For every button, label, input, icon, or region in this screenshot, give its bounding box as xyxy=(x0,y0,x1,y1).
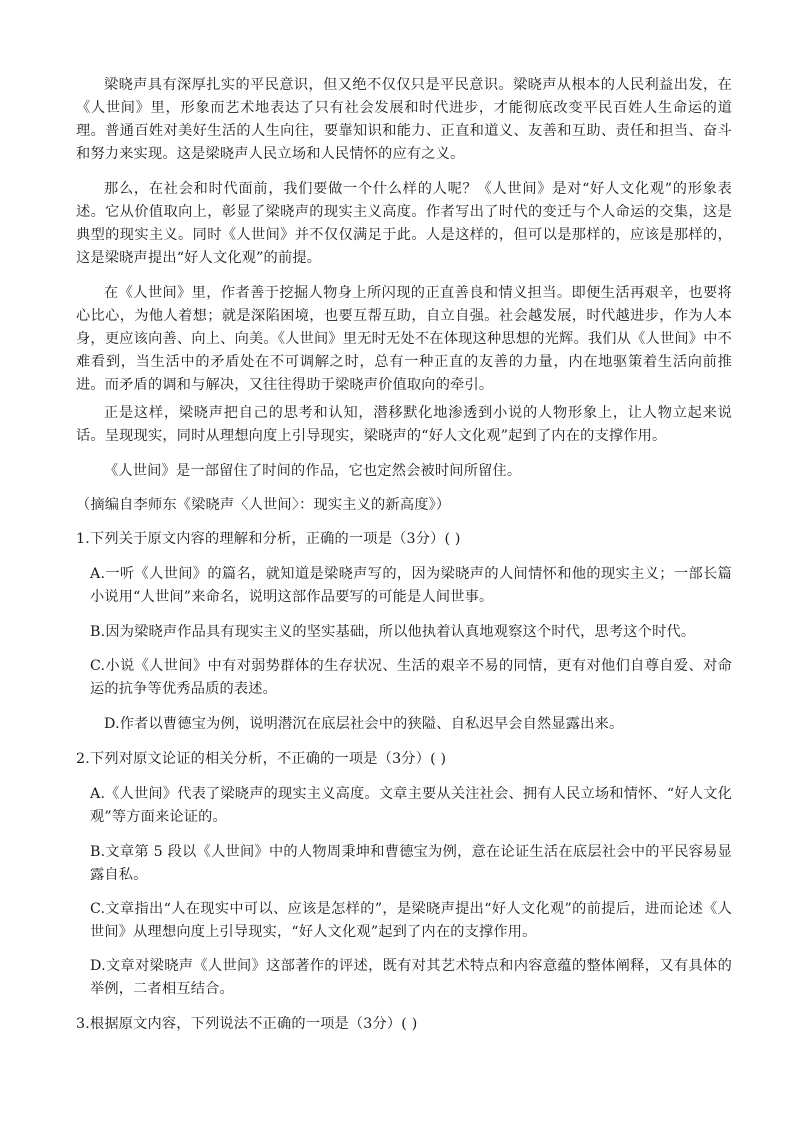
source-citation: （摘编自李师东《梁晓声〈人世间〉：现实主义的新高度》） xyxy=(76,497,451,513)
question-1-option-a: A.一听《人世间》的篇名，就知道是梁晓声写的，因为梁晓声的人间情怀和他的现实主义；一部长篇小说用“人世间”来命名，说明这部作品要写的可能是人间世事。 xyxy=(90,566,732,605)
paragraph-5: 《人世间》是一部留住了时间的作品，它也定然会被时间所留住。 xyxy=(104,463,522,479)
question-2-option-a: A.《人世间》代表了梁晓声的现实主义高度。文章主要从关注社会、拥有人民立场和情怀、“好人文化观”等方面来论证的。 xyxy=(90,786,732,825)
question-2-option-b: B.文章第 5 段以《人世间》中的人物周秉坤和曹德宝为例，意在论证生活在底层社会中的平民容易显露自私。 xyxy=(90,844,732,883)
paragraph-3: 在《人世间》里，作者善于挖掘人物身上所闪现的正直善良和情义担当。即便生活再艰辛，也要将心比心，为他人着想；就是深陷困境，也要互帮互助，自立自强。社会越发展，时代越进步，作为人本身，更应该向善、向上、向美。《人世间》里无时无处不在体现这种思想的光辉。我们从《人世间》中不难看到，当生活中的矛盾处在不可调解之时，总有一种正直的友善的力量，内在地驱策着生活向前推进。而矛盾的调和与解决，又往往得助于梁晓声价值取向的牵引。 xyxy=(76,285,732,393)
question-2-option-d: D.文章对梁晓声《人世间》这部著作的评述，既有对其艺术特点和内容意蕴的整体阐释，又有具体的举例，二者相互结合。 xyxy=(90,958,732,997)
question-1-stem: 1.下列关于原文内容的理解和分析，正确的一项是（3分）( ) xyxy=(76,531,461,547)
question-1-option-d: D.作者以曹德宝为例，说明潜沉在底层社会中的狭隘、自私迟早会自然显露出来。 xyxy=(104,716,624,732)
paragraph-2: 那么，在社会和时代面前，我们要做一个什么样的人呢？《人世间》是对“好人文化观”的形象表述。它从价值取向上，彰显了梁晓声的现实主义高度。作者写出了时代的变迁与个人命运的交集，这是典型的现实主义。同时《人世间》并不仅仅满足于此。人是这样的，但可以是那样的，应该是那样的，这是梁晓声提出“好人文化观”的前提。 xyxy=(76,181,732,266)
question-3-stem: 3.根据原文内容，下列说法不正确的一项是（3分）( ) xyxy=(76,1016,418,1032)
question-2-stem: 2.下列对原文论证的相关分析，不正确的一项是（3分）( ) xyxy=(76,751,447,767)
question-2-option-c: C.文章指出“人在现实中可以、应该是怎样的”，是梁晓声提出“好人文化观”的前提后，进而论述《人世间》从理想向度上引导现实，“好人文化观”起到了内在的支撑作用。 xyxy=(90,901,732,940)
question-1-option-b: B.因为梁晓声作品具有现实主义的坚实基础，所以他执着认真地观察这个时代，思考这个时代。 xyxy=(90,624,696,640)
question-1-option-c: C.小说《人世间》中有对弱势群体的生存状况、生活的艰辛不易的同情，更有对他们自尊自爱、对命运的抗争等优秀品质的表述。 xyxy=(90,658,732,697)
paragraph-1: 梁晓声具有深厚扎实的平民意识，但又绝不仅仅只是平民意识。梁晓声从根本的人民利益出发，在《人世间》里，形象而艺术地表达了只有社会发展和时代进步，才能彻底改变平民百姓人生命运的道理。普通百姓对美好生活的人生向往，要靠知识和能力、正直和道义、友善和互助、责任和担当、奋斗和努力来实现。这是梁晓声人民立场和人民情怀的应有之义。 xyxy=(76,77,732,162)
paragraph-4: 正是这样，梁晓声把自己的思考和认知，潜移默化地渗透到小说的人物形象上，让人物立起来说话。呈现现实，同时从理想向度上引导现实，梁晓声的“好人文化观”起到了内在的支撑作用。 xyxy=(76,405,732,444)
